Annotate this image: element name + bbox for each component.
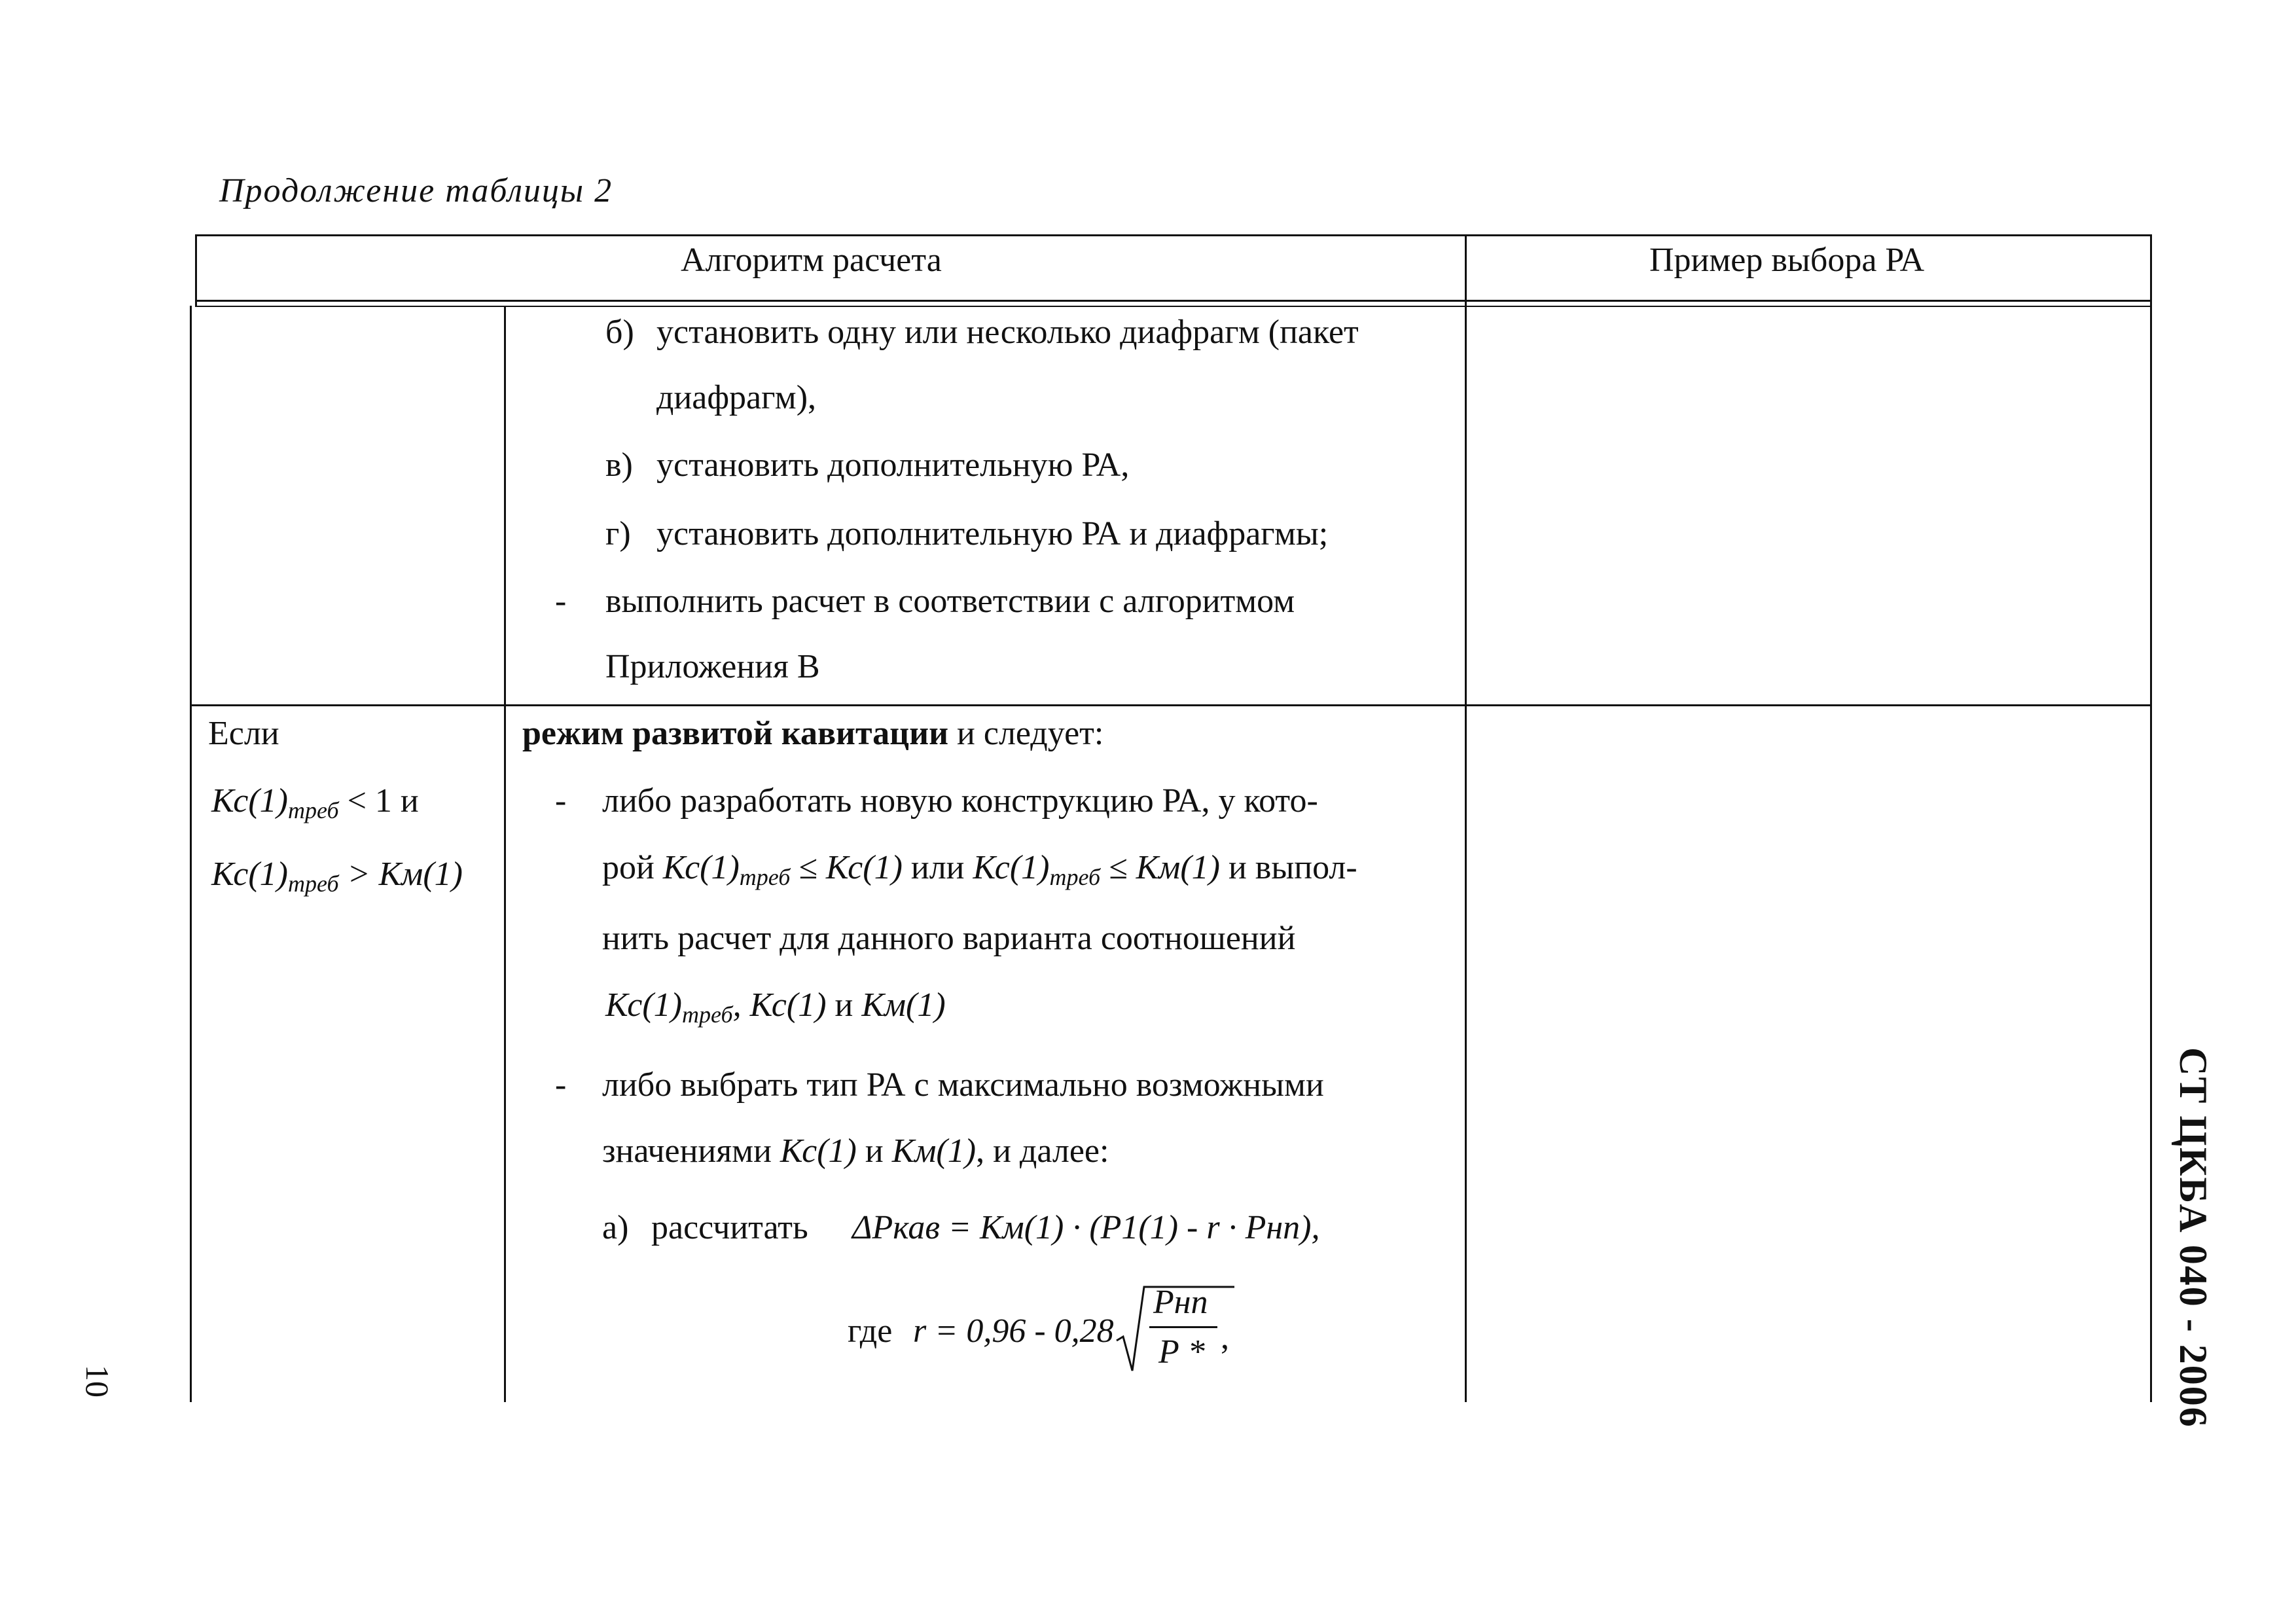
item1-line2 bbox=[602, 851, 1357, 889]
table-caption: Продолжение таблицы 2 bbox=[219, 172, 613, 209]
fraction-comma: , bbox=[1221, 1319, 1229, 1356]
list-text-b-2: диафрагм), bbox=[656, 379, 817, 416]
list-marker-b: б) bbox=[605, 314, 634, 351]
step-a-text: рассчитать bbox=[651, 1209, 808, 1246]
table-row-divider bbox=[190, 704, 2152, 706]
fraction-denominator: Р * bbox=[1158, 1333, 1205, 1371]
condition-if: Если bbox=[208, 715, 279, 752]
condition-2-rest: > Км(1) bbox=[338, 856, 463, 893]
item1-line2-sub1: треб bbox=[739, 864, 791, 890]
item1-line4-sub: треб bbox=[681, 1001, 733, 1028]
item2-line2-d: Км(1) bbox=[891, 1132, 977, 1170]
condition-2-k: Кс(1) bbox=[211, 856, 288, 893]
sqrt-fraction bbox=[1113, 1283, 1237, 1375]
item1-line2-d: или bbox=[910, 849, 973, 886]
item2-line2-a: значениями bbox=[602, 1132, 780, 1170]
table-right-border bbox=[2150, 234, 2152, 1402]
table-col-divider-2 bbox=[1465, 234, 1467, 1402]
calc-text-2: Приложения В bbox=[605, 648, 820, 685]
item1-line2-f: ≤ Км(1) bbox=[1100, 849, 1229, 886]
dash-bullet: - bbox=[555, 1066, 567, 1104]
step-a-formula: ΔРкав = Км(1) · (Р1(1) - r · Рнп), bbox=[852, 1209, 1320, 1246]
item1-line4 bbox=[605, 988, 946, 1026]
header-example: Пример выбора РА bbox=[1649, 242, 1925, 279]
header-algorithm: Алгоритм расчета bbox=[681, 242, 942, 279]
fraction-bar bbox=[1149, 1326, 1217, 1328]
regime-rest: и следует: bbox=[948, 715, 1104, 752]
item2-line2 bbox=[602, 1134, 1109, 1168]
where-formula: r = 0,96 - 0,28 bbox=[913, 1312, 1114, 1350]
where-text: где bbox=[848, 1312, 893, 1350]
table-left-border-header bbox=[195, 234, 197, 306]
item2-line2-e: , и далее: bbox=[976, 1132, 1109, 1170]
item1-line4-d: Км(1) bbox=[861, 986, 946, 1024]
calc-text-1: выполнить расчет в соответствии с алгоритмом bbox=[605, 583, 1295, 620]
item2-line2-c: и bbox=[856, 1132, 892, 1170]
condition-2-sub: треб bbox=[287, 871, 339, 897]
list-text-g: установить дополнительную РА и диафрагмы; bbox=[656, 515, 1329, 552]
item1-line2-b: Кс(1) bbox=[662, 849, 740, 886]
condition-1 bbox=[211, 784, 419, 822]
item1-line4-b: , Кс(1) bbox=[732, 986, 835, 1024]
document-code: СТ ЦКБА 040 - 2006 bbox=[2172, 1047, 2215, 1428]
regime-bold: режим развитой кавитации bbox=[522, 715, 949, 752]
item1-line2-c: ≤ Кс(1) bbox=[790, 849, 911, 886]
item1-line2-sub2: треб bbox=[1049, 864, 1101, 890]
item2-line1: либо выбрать тип РА с максимально возможными bbox=[602, 1066, 1324, 1104]
list-marker-g: г) bbox=[605, 515, 631, 552]
page-number: 10 bbox=[79, 1365, 116, 1398]
table-header-divider-2 bbox=[195, 306, 2152, 307]
condition-1-rest: < 1 и bbox=[338, 782, 419, 820]
item2-line2-b: Кс(1) bbox=[780, 1132, 857, 1170]
item1-line2-a: рой bbox=[602, 849, 663, 886]
dash-bullet: - bbox=[555, 583, 567, 620]
step-a-marker: а) bbox=[602, 1209, 629, 1246]
condition-2 bbox=[211, 857, 463, 895]
table-left-border bbox=[190, 306, 192, 1402]
item1-line1: либо разработать новую конструкцию РА, у кото- bbox=[602, 782, 1318, 820]
fraction-numerator: Рнп bbox=[1153, 1284, 1208, 1321]
table-top-border bbox=[195, 234, 2152, 236]
list-marker-v: в) bbox=[605, 446, 633, 484]
dash-bullet: - bbox=[555, 782, 567, 820]
condition-1-k: Кс(1) bbox=[211, 782, 288, 820]
item1-line2-g: и выпол- bbox=[1228, 849, 1357, 886]
regime-line bbox=[522, 717, 1103, 751]
item1-line4-c: и bbox=[834, 986, 862, 1024]
table-col-divider-1 bbox=[504, 306, 506, 1402]
item1-line2-e: Кс(1) bbox=[973, 849, 1050, 886]
table-header-divider bbox=[195, 300, 2152, 302]
item1-line3: нить расчет для данного варианта соотношений bbox=[602, 920, 1296, 957]
list-text-b-1: установить одну или несколько диафрагм (пакет bbox=[656, 314, 1359, 351]
list-text-v: установить дополнительную РА, bbox=[656, 446, 1130, 484]
condition-1-sub: треб bbox=[287, 797, 339, 823]
item1-line4-a: Кс(1) bbox=[605, 986, 682, 1024]
